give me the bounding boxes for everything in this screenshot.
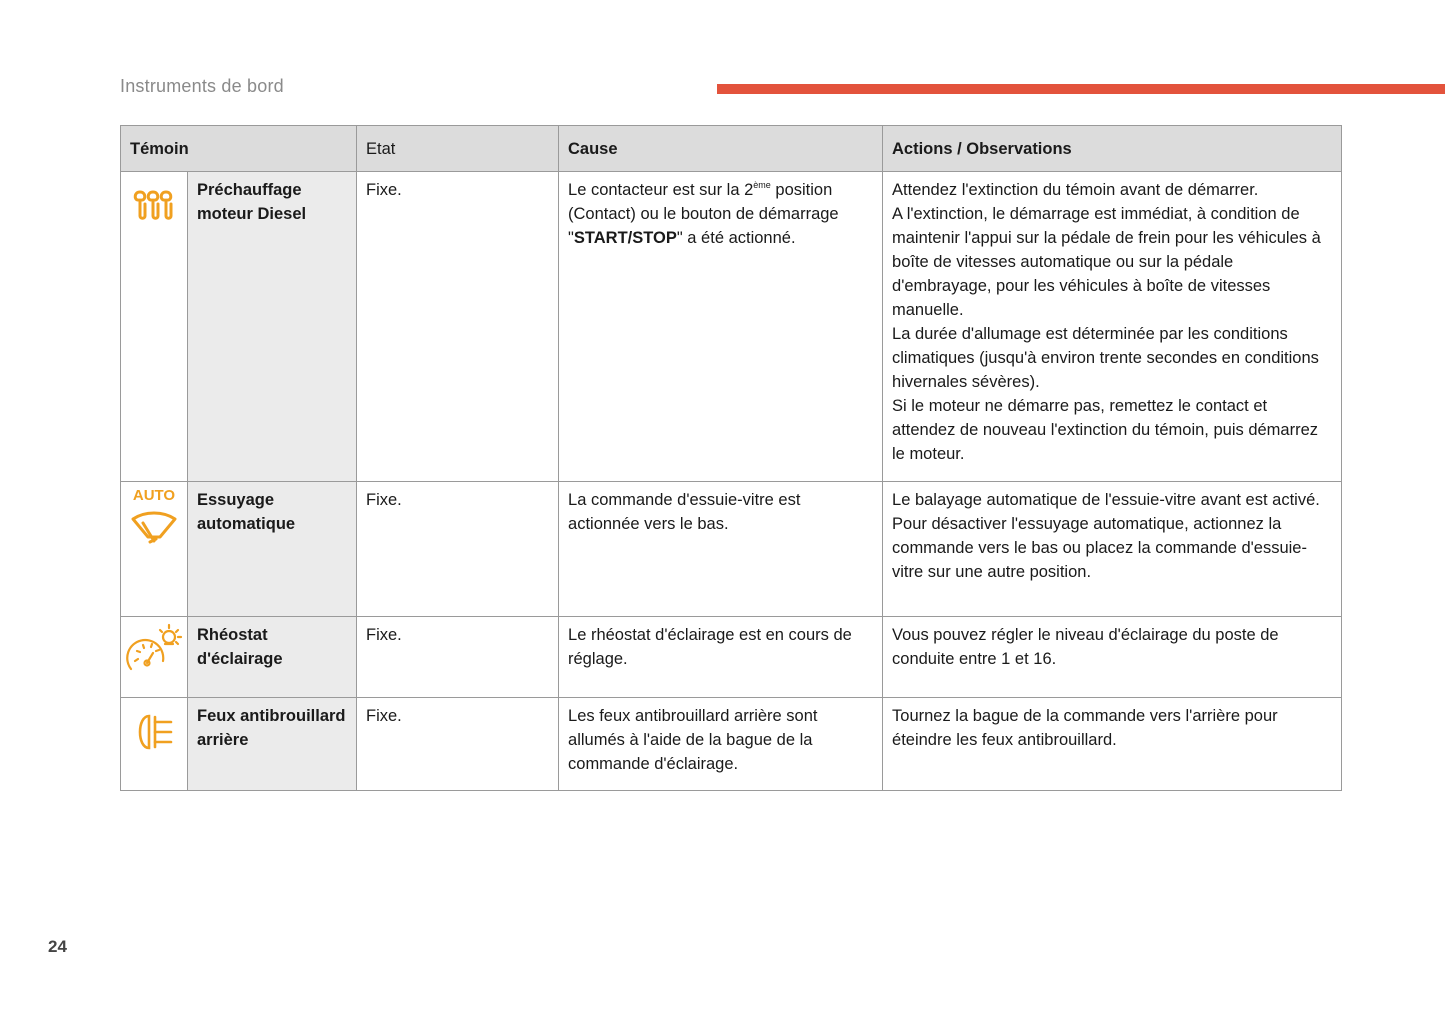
warning-state: Fixe. — [357, 172, 559, 482]
warning-cause: Le contacteur est sur la 2ème position (Contact) ou le bouton de démarrage "START/STOP" a été actionné. — [559, 172, 883, 482]
column-header-etat: Etat — [357, 126, 559, 172]
warning-cause: Les feux antibrouillard arrière sont allumés à l'aide de la bague de la commande d'éclairage. — [559, 698, 883, 791]
auto-label: AUTO — [132, 487, 176, 504]
table-row — [121, 698, 1342, 791]
accent-bar — [717, 84, 1445, 94]
warning-actions: Tournez la bague de la commande vers l'arrière pour éteindre les feux antibrouillard. — [883, 698, 1342, 791]
warning-lights-table — [120, 125, 1342, 791]
icon-cell — [121, 617, 188, 698]
warning-name: Préchauffage moteur Diesel — [188, 172, 357, 482]
auto-wiper-icon — [129, 507, 179, 547]
warning-actions: Vous pouvez régler le niveau d'éclairage du poste de conduite entre 1 et 16. — [883, 617, 1342, 698]
column-header-actions: Actions / Observations — [883, 126, 1342, 172]
table-row — [121, 172, 1342, 482]
warning-name: Feux antibrouillard arrière — [188, 698, 357, 791]
column-header-cause: Cause — [559, 126, 883, 172]
warning-state: Fixe. — [357, 482, 559, 617]
table-row — [121, 617, 1342, 698]
warning-actions: Attendez l'extinction du témoin avant de démarrer. A l'extinction, le démarrage est immédiat, à condition de maintenir l'appui sur la pédale de frein pour les véhicules à boîte de vitesses automatique ou sur la pédale d'embrayage, pour les véhicules à boîte de vitesses manuelle. La durée d'allumage est déterminée par les conditions climatiques (jusqu'à environ trente secondes en conditions hivernales sévères). Si le moteur ne démarre pas, remettez le contact et attendez de nouveau l'extinction du témoin, puis démarrez le moteur. — [883, 172, 1342, 482]
column-header-temoin: Témoin — [121, 126, 357, 172]
icon-cell — [121, 698, 188, 791]
table-header-row — [121, 126, 1342, 172]
icon-cell — [121, 482, 188, 617]
warning-cause: Le rhéostat d'éclairage est en cours de réglage. — [559, 617, 883, 698]
warning-name: Rhéostat d'éclairage — [188, 617, 357, 698]
glow-plug-icon — [132, 186, 176, 226]
warning-state: Fixe. — [357, 617, 559, 698]
warning-cause: La commande d'essuie-vitre est actionnée vers le bas. — [559, 482, 883, 617]
table-row — [121, 482, 1342, 617]
page-number: 24 — [48, 937, 67, 956]
warning-actions: Le balayage automatique de l'essuie-vitre avant est activé. Pour désactiver l'essuyage automatique, actionnez la commande vers le bas ou placez la commande d'essuie-vitre sur une autre position. — [883, 482, 1342, 617]
warning-state: Fixe. — [357, 698, 559, 791]
section-title: Instruments de bord — [120, 76, 284, 96]
icon-cell — [121, 172, 188, 482]
dimmer-icon — [125, 623, 185, 677]
rear-fog-light-icon — [131, 710, 177, 754]
warning-name: Essuyage automatique — [188, 482, 357, 617]
